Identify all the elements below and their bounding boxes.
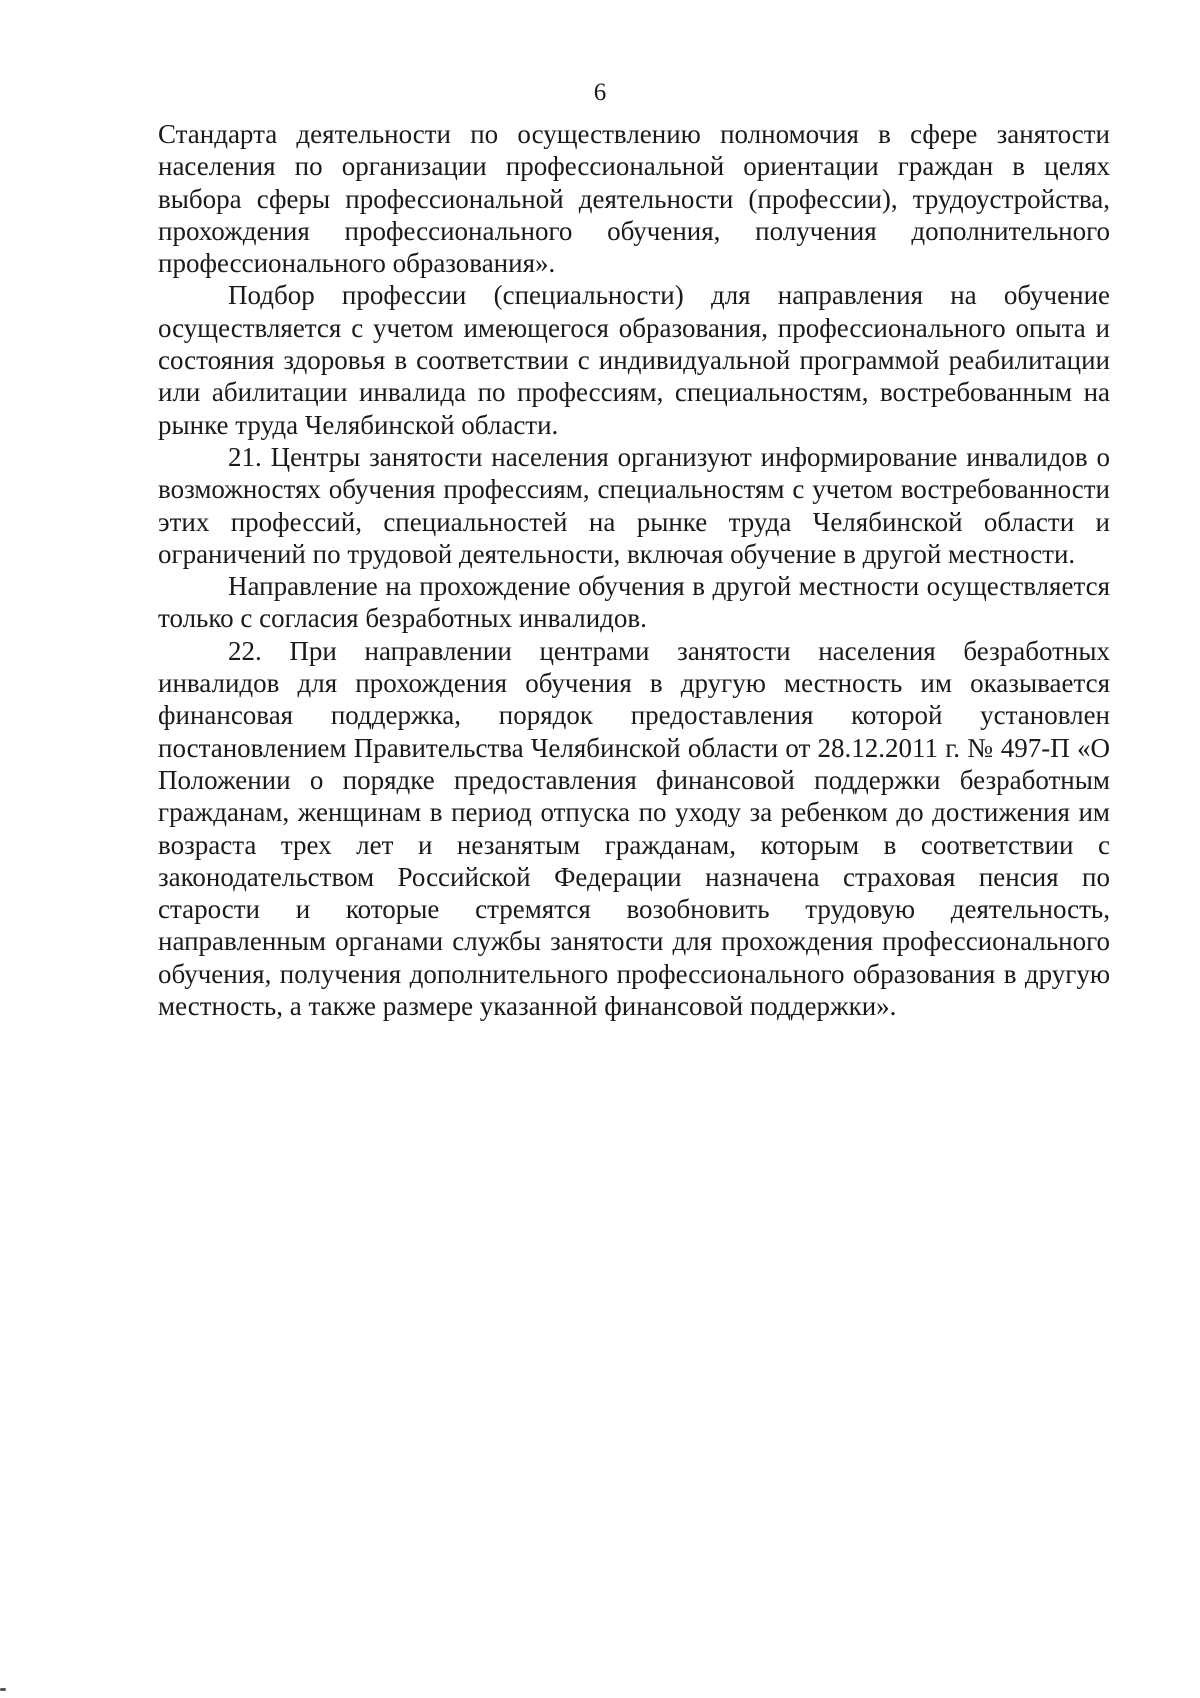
paragraph-other-locality-consent: Направление на прохождение обучения в другой местности осуществляется только с согласия безработных инвалидов. bbox=[158, 571, 1110, 634]
paragraph-item-22: 22. При направлении центрами занятости населения безработных инвалидов для прохождения обучения в другую местность им оказывается финансовая поддержка, порядок предоставления которой установлен постановлением Правительства Челябинской области от 28.12.2011 г. № 497-П «О Положении о порядке предоставления финансовой поддержки безработным гражданам, женщинам в период отпуска по уходу за ребенком до достижения им возраста трех лет и незанятым гражданам, которым в соответствии с законодательством Российской Федерации назначена страховая пенсия по старости и которые стремятся возобновить трудовую деятельность, направленным органами службы занятости для прохождения профессионального обучения, получения дополнительного профессионального образования в другую местность, а также размере указанной финансовой поддержки». bbox=[158, 635, 1110, 1022]
paragraph-continuation: Стандарта деятельности по осуществлению полномочия в сфере занятости населения по организации профессиональной ориентации граждан в целях выбора сферы профессиональной деятельности (профессии), трудоустройства, прохождения профессионального обучения, получения дополнительного профессионального образования». bbox=[158, 119, 1110, 279]
paragraph-item-21: 21. Центры занятости населения организуют информирование инвалидов о возможностях обучения профессиям, специальностям с учетом востребованности этих профессий, специальностей на рынке труда Челябинской области и ограничений по трудовой деятельности, включая обучение в другой местности. bbox=[158, 441, 1110, 569]
page-number: 6 bbox=[593, 79, 607, 106]
paragraph-profession-selection: Подбор профессии (специальности) для направления на обучение осуществляется с учетом имеющегося образования, профессионального опыта и состояния здоровья в соответствии с индивидуальной программой реабилитации или абилитации инвалида по профессиям, специальностям, востребованным на рынке труда Челябинской области. bbox=[158, 280, 1110, 440]
scan-mark bbox=[0, 1688, 6, 1691]
document-body bbox=[158, 118, 1110, 1022]
